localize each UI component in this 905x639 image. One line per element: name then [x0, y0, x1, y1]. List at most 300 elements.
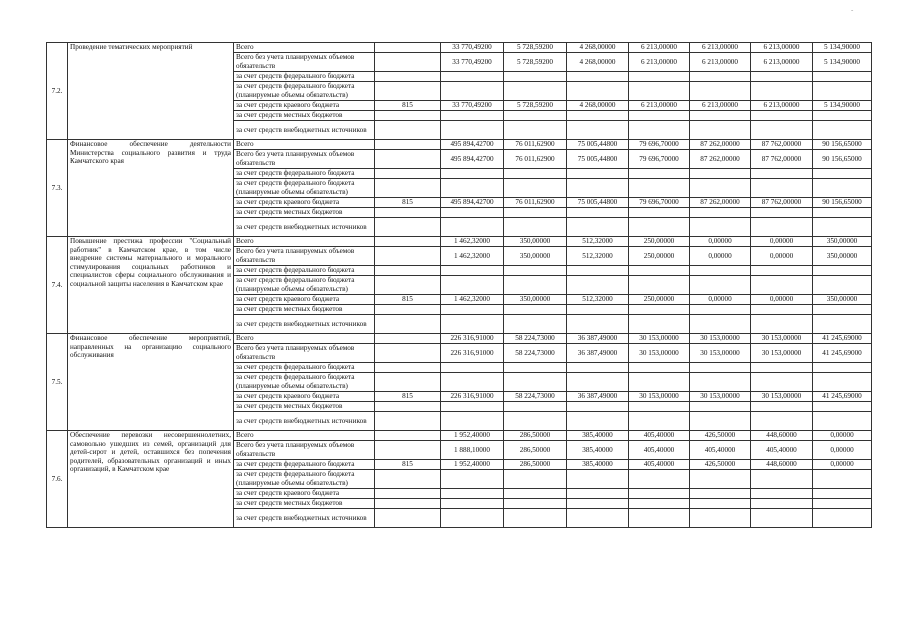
- funding-source: за счет средств местных бюджетов: [234, 208, 375, 218]
- budget-code: [375, 266, 441, 276]
- amount-cell: [690, 499, 751, 509]
- amount-cell: [629, 169, 690, 179]
- amount-cell: 6 213,00000: [629, 53, 690, 72]
- budget-code: [375, 247, 441, 266]
- amount-cell: [504, 218, 567, 237]
- amount-cell: 4 268,00000: [567, 101, 629, 111]
- amount-cell: [751, 218, 813, 237]
- amount-cell: 1 462,32000: [441, 237, 504, 247]
- amount-cell: 6 213,00000: [751, 53, 813, 72]
- section-title: Финансовое обеспечение мероприятий, направленных на организацию социального обслуживания: [68, 334, 234, 431]
- amount-cell: [441, 412, 504, 431]
- funding-source: за счет средств внебюджетных источников: [234, 218, 375, 237]
- funding-source: Всего: [234, 237, 375, 247]
- amount-cell: [629, 276, 690, 295]
- amount-cell: 30 153,00000: [629, 392, 690, 402]
- amount-cell: [813, 363, 872, 373]
- funding-source: Всего без учета планируемых объемов обязательств: [234, 247, 375, 266]
- amount-cell: [504, 363, 567, 373]
- amount-cell: 405,40000: [751, 441, 813, 460]
- amount-cell: [504, 499, 567, 509]
- amount-cell: [751, 305, 813, 315]
- amount-cell: [504, 509, 567, 528]
- amount-cell: [629, 402, 690, 412]
- amount-cell: [813, 470, 872, 489]
- amount-cell: 6 213,00000: [690, 53, 751, 72]
- funding-source: за счет средств федерального бюджета (планируемые объемы обязательств): [234, 179, 375, 198]
- amount-cell: 226 316,91000: [441, 392, 504, 402]
- amount-cell: [441, 305, 504, 315]
- amount-cell: [751, 412, 813, 431]
- amount-cell: [567, 305, 629, 315]
- amount-cell: [751, 266, 813, 276]
- amount-cell: [504, 402, 567, 412]
- amount-cell: [813, 509, 872, 528]
- amount-cell: [751, 402, 813, 412]
- amount-cell: [504, 489, 567, 499]
- amount-cell: [690, 412, 751, 431]
- amount-cell: 87 262,00000: [690, 198, 751, 208]
- funding-source: за счет средств краевого бюджета: [234, 101, 375, 111]
- amount-cell: [751, 121, 813, 140]
- amount-cell: [504, 412, 567, 431]
- table-body: [47, 43, 872, 528]
- amount-cell: [504, 276, 567, 295]
- funding-source: Всего без учета планируемых объемов обязательств: [234, 441, 375, 460]
- section-title: Повышение престижа профессии "Социальный работник" в Камчатском крае, в том числе внедрение системы материального и морального стимулирования социальных работников и специалистов сферы социального обслуживания и социальной защиты населения в Камчатском крае: [68, 237, 234, 334]
- amount-cell: [441, 111, 504, 121]
- amount-cell: [690, 363, 751, 373]
- amount-cell: 1 462,32000: [441, 247, 504, 266]
- amount-cell: [690, 72, 751, 82]
- funding-source: за счет средств федерального бюджета: [234, 363, 375, 373]
- section-title: Проведение тематических мероприятий: [68, 43, 234, 140]
- amount-cell: 33 770,49200: [441, 43, 504, 53]
- amount-cell: [751, 111, 813, 121]
- amount-cell: [690, 276, 751, 295]
- amount-cell: [567, 509, 629, 528]
- funding-source: за счет средств местных бюджетов: [234, 499, 375, 509]
- amount-cell: [629, 373, 690, 392]
- amount-cell: 76 011,62900: [504, 198, 567, 208]
- amount-cell: [441, 276, 504, 295]
- amount-cell: [751, 72, 813, 82]
- amount-cell: [441, 373, 504, 392]
- section-title: Финансовое обеспечение деятельности Министерства социального развития и труда Камчатского края: [68, 140, 234, 237]
- amount-cell: [629, 82, 690, 101]
- table-row: [47, 431, 872, 441]
- table-row: [47, 140, 872, 150]
- amount-cell: [690, 121, 751, 140]
- amount-cell: [751, 276, 813, 295]
- amount-cell: 286,50000: [504, 441, 567, 460]
- funding-source: Всего без учета планируемых объемов обязательств: [234, 53, 375, 72]
- amount-cell: 405,40000: [629, 460, 690, 470]
- amount-cell: [567, 412, 629, 431]
- amount-cell: [441, 363, 504, 373]
- amount-cell: [690, 489, 751, 499]
- section-number: 7.3.: [47, 140, 68, 237]
- amount-cell: [441, 179, 504, 198]
- budget-code: [375, 72, 441, 82]
- amount-cell: [629, 111, 690, 121]
- budget-code: 815: [375, 460, 441, 470]
- amount-cell: [690, 509, 751, 528]
- amount-cell: 30 153,00000: [629, 344, 690, 363]
- amount-cell: [629, 208, 690, 218]
- amount-cell: 426,50000: [690, 431, 751, 441]
- amount-cell: 5 728,59200: [504, 43, 567, 53]
- amount-cell: [567, 266, 629, 276]
- budget-code: [375, 111, 441, 121]
- amount-cell: 87 262,00000: [690, 140, 751, 150]
- amount-cell: 350,00000: [504, 237, 567, 247]
- budget-code: 815: [375, 392, 441, 402]
- amount-cell: 30 153,00000: [751, 344, 813, 363]
- amount-cell: 350,00000: [813, 295, 872, 305]
- budget-code: [375, 334, 441, 344]
- amount-cell: [813, 412, 872, 431]
- amount-cell: [629, 266, 690, 276]
- budget-code: [375, 344, 441, 363]
- budget-code: [375, 509, 441, 528]
- amount-cell: 90 156,65000: [813, 150, 872, 169]
- amount-cell: 36 387,49000: [567, 344, 629, 363]
- amount-cell: [751, 179, 813, 198]
- funding-source: Всего: [234, 334, 375, 344]
- funding-source: за счет средств краевого бюджета: [234, 295, 375, 305]
- amount-cell: [629, 305, 690, 315]
- amount-cell: [813, 111, 872, 121]
- amount-cell: [441, 82, 504, 101]
- amount-cell: 87 762,00000: [751, 150, 813, 169]
- amount-cell: 1 952,40000: [441, 431, 504, 441]
- funding-source: Всего: [234, 140, 375, 150]
- amount-cell: 36 387,49000: [567, 392, 629, 402]
- amount-cell: 41 245,69000: [813, 334, 872, 344]
- amount-cell: 6 213,00000: [751, 43, 813, 53]
- amount-cell: 30 153,00000: [751, 334, 813, 344]
- funding-source: за счет средств федерального бюджета: [234, 266, 375, 276]
- budget-code: [375, 499, 441, 509]
- amount-cell: 448,60000: [751, 460, 813, 470]
- amount-cell: 405,40000: [629, 441, 690, 460]
- amount-cell: 426,50000: [690, 460, 751, 470]
- amount-cell: [690, 218, 751, 237]
- amount-cell: [504, 470, 567, 489]
- amount-cell: 0,00000: [813, 441, 872, 460]
- amount-cell: 350,00000: [504, 247, 567, 266]
- amount-cell: [813, 169, 872, 179]
- amount-cell: [441, 121, 504, 140]
- budget-table: [46, 42, 872, 528]
- amount-cell: [813, 305, 872, 315]
- amount-cell: [813, 179, 872, 198]
- amount-cell: [567, 218, 629, 237]
- amount-cell: 5 134,90000: [813, 101, 872, 111]
- amount-cell: [567, 373, 629, 392]
- amount-cell: [504, 169, 567, 179]
- amount-cell: 5 134,90000: [813, 53, 872, 72]
- amount-cell: [629, 509, 690, 528]
- budget-code: [375, 441, 441, 460]
- budget-code: [375, 363, 441, 373]
- amount-cell: [751, 489, 813, 499]
- amount-cell: [690, 266, 751, 276]
- funding-source: Всего: [234, 431, 375, 441]
- section-number: 7.5.: [47, 334, 68, 431]
- amount-cell: 33 770,49200: [441, 53, 504, 72]
- amount-cell: [567, 489, 629, 499]
- section-number: 7.4.: [47, 237, 68, 334]
- amount-cell: 79 696,70000: [629, 198, 690, 208]
- amount-cell: [504, 315, 567, 334]
- amount-cell: 75 005,44800: [567, 198, 629, 208]
- amount-cell: [751, 169, 813, 179]
- budget-code: [375, 53, 441, 72]
- amount-cell: [813, 489, 872, 499]
- budget-code: [375, 315, 441, 334]
- amount-cell: [690, 305, 751, 315]
- amount-cell: 0,00000: [751, 247, 813, 266]
- amount-cell: 495 894,42700: [441, 140, 504, 150]
- budget-code: [375, 140, 441, 150]
- amount-cell: [567, 363, 629, 373]
- amount-cell: [441, 266, 504, 276]
- amount-cell: 41 245,69000: [813, 392, 872, 402]
- amount-cell: 75 005,44800: [567, 150, 629, 169]
- amount-cell: [567, 72, 629, 82]
- amount-cell: 512,32000: [567, 237, 629, 247]
- amount-cell: [567, 111, 629, 121]
- amount-cell: 30 153,00000: [629, 334, 690, 344]
- amount-cell: 76 011,62900: [504, 140, 567, 150]
- budget-code: [375, 489, 441, 499]
- amount-cell: [813, 82, 872, 101]
- amount-cell: 350,00000: [813, 237, 872, 247]
- amount-cell: [813, 373, 872, 392]
- budget-code: [375, 43, 441, 53]
- amount-cell: 0,00000: [813, 460, 872, 470]
- amount-cell: [751, 499, 813, 509]
- amount-cell: 0,00000: [813, 431, 872, 441]
- amount-cell: [567, 402, 629, 412]
- amount-cell: 90 156,65000: [813, 140, 872, 150]
- amount-cell: 79 696,70000: [629, 140, 690, 150]
- amount-cell: 87 262,00000: [690, 150, 751, 169]
- funding-source: за счет средств федерального бюджета (планируемые объемы обязательств): [234, 82, 375, 101]
- amount-cell: [751, 82, 813, 101]
- budget-code: [375, 402, 441, 412]
- amount-cell: [441, 169, 504, 179]
- funding-source: за счет средств федерального бюджета (планируемые объемы обязательств): [234, 276, 375, 295]
- amount-cell: 350,00000: [504, 295, 567, 305]
- amount-cell: 41 245,69000: [813, 344, 872, 363]
- amount-cell: [567, 82, 629, 101]
- amount-cell: [441, 315, 504, 334]
- funding-source: за счет средств внебюджетных источников: [234, 315, 375, 334]
- budget-code: 815: [375, 101, 441, 111]
- amount-cell: 495 894,42700: [441, 150, 504, 169]
- amount-cell: [690, 373, 751, 392]
- amount-cell: [441, 218, 504, 237]
- funding-source: за счет средств федерального бюджета: [234, 72, 375, 82]
- section-number: 7.2.: [47, 43, 68, 140]
- budget-code: [375, 169, 441, 179]
- budget-code: [375, 373, 441, 392]
- amount-cell: 87 762,00000: [751, 198, 813, 208]
- amount-cell: 0,00000: [690, 237, 751, 247]
- amount-cell: 226 316,91000: [441, 334, 504, 344]
- amount-cell: 6 213,00000: [690, 101, 751, 111]
- amount-cell: [441, 509, 504, 528]
- budget-code: [375, 470, 441, 489]
- amount-cell: 5 728,59200: [504, 53, 567, 72]
- budget-code: [375, 237, 441, 247]
- corner-mark: -: [851, 6, 854, 14]
- amount-cell: [567, 179, 629, 198]
- amount-cell: [441, 208, 504, 218]
- funding-source: за счет средств федерального бюджета: [234, 460, 375, 470]
- amount-cell: [690, 208, 751, 218]
- amount-cell: 0,00000: [690, 295, 751, 305]
- amount-cell: 76 011,62900: [504, 150, 567, 169]
- amount-cell: 250,00000: [629, 247, 690, 266]
- amount-cell: [813, 276, 872, 295]
- amount-cell: [629, 489, 690, 499]
- funding-source: Всего: [234, 43, 375, 53]
- amount-cell: [504, 72, 567, 82]
- amount-cell: [813, 402, 872, 412]
- amount-cell: 0,00000: [690, 247, 751, 266]
- budget-code: [375, 82, 441, 101]
- amount-cell: 4 268,00000: [567, 53, 629, 72]
- amount-cell: [690, 179, 751, 198]
- amount-cell: [629, 315, 690, 334]
- table-row: [47, 43, 872, 53]
- amount-cell: [751, 373, 813, 392]
- amount-cell: [504, 82, 567, 101]
- budget-code: [375, 431, 441, 441]
- amount-cell: [441, 72, 504, 82]
- budget-code: 815: [375, 295, 441, 305]
- amount-cell: 90 156,65000: [813, 198, 872, 208]
- amount-cell: 6 213,00000: [629, 101, 690, 111]
- amount-cell: [629, 363, 690, 373]
- amount-cell: 30 153,00000: [690, 344, 751, 363]
- amount-cell: [567, 499, 629, 509]
- amount-cell: [629, 121, 690, 140]
- funding-source: за счет средств краевого бюджета: [234, 198, 375, 208]
- amount-cell: 405,40000: [629, 431, 690, 441]
- amount-cell: 1 462,32000: [441, 295, 504, 305]
- amount-cell: 87 762,00000: [751, 140, 813, 150]
- amount-cell: [629, 499, 690, 509]
- amount-cell: [751, 470, 813, 489]
- amount-cell: [567, 315, 629, 334]
- amount-cell: [751, 315, 813, 334]
- section-title: Обеспечение перевозки несовершеннолетних, самовольно ушедших из семей, организаций для детей-сирот и детей, оставшихся без попечения родителей, образовательных организаций и иных организаций, в Камчатском крае: [68, 431, 234, 528]
- amount-cell: 512,32000: [567, 247, 629, 266]
- table-row: [47, 334, 872, 344]
- amount-cell: [441, 489, 504, 499]
- funding-source: за счет средств внебюджетных источников: [234, 509, 375, 528]
- amount-cell: 448,60000: [751, 431, 813, 441]
- amount-cell: [567, 121, 629, 140]
- funding-source: за счет средств краевого бюджета: [234, 392, 375, 402]
- amount-cell: [690, 402, 751, 412]
- amount-cell: 405,40000: [690, 441, 751, 460]
- amount-cell: 385,40000: [567, 431, 629, 441]
- budget-code: [375, 218, 441, 237]
- amount-cell: [813, 218, 872, 237]
- amount-cell: [504, 266, 567, 276]
- amount-cell: [813, 72, 872, 82]
- budget-code: [375, 305, 441, 315]
- amount-cell: 250,00000: [629, 295, 690, 305]
- amount-cell: [504, 111, 567, 121]
- amount-cell: 0,00000: [751, 237, 813, 247]
- amount-cell: 6 213,00000: [690, 43, 751, 53]
- amount-cell: [504, 305, 567, 315]
- budget-code: [375, 412, 441, 431]
- amount-cell: [813, 121, 872, 140]
- budget-code: [375, 179, 441, 198]
- amount-cell: [504, 208, 567, 218]
- funding-source: за счет средств внебюджетных источников: [234, 412, 375, 431]
- funding-source: за счет средств местных бюджетов: [234, 111, 375, 121]
- funding-source: за счет средств внебюджетных источников: [234, 121, 375, 140]
- amount-cell: [629, 179, 690, 198]
- amount-cell: [690, 470, 751, 489]
- amount-cell: 58 224,73000: [504, 344, 567, 363]
- amount-cell: 350,00000: [813, 247, 872, 266]
- budget-code: [375, 276, 441, 295]
- amount-cell: 286,50000: [504, 431, 567, 441]
- amount-cell: [567, 470, 629, 489]
- amount-cell: 36 387,49000: [567, 334, 629, 344]
- amount-cell: [690, 315, 751, 334]
- amount-cell: [441, 402, 504, 412]
- amount-cell: [751, 509, 813, 528]
- amount-cell: [441, 470, 504, 489]
- funding-source: Всего без учета планируемых объемов обязательств: [234, 150, 375, 169]
- amount-cell: [813, 499, 872, 509]
- amount-cell: 58 224,73000: [504, 392, 567, 402]
- amount-cell: [751, 208, 813, 218]
- amount-cell: [690, 82, 751, 101]
- amount-cell: 1 888,10000: [441, 441, 504, 460]
- amount-cell: 5 134,90000: [813, 43, 872, 53]
- amount-cell: 30 153,00000: [690, 334, 751, 344]
- amount-cell: 385,40000: [567, 441, 629, 460]
- amount-cell: [690, 111, 751, 121]
- amount-cell: 33 770,49200: [441, 101, 504, 111]
- amount-cell: 5 728,59200: [504, 101, 567, 111]
- amount-cell: [504, 121, 567, 140]
- budget-code: [375, 150, 441, 169]
- amount-cell: 286,50000: [504, 460, 567, 470]
- amount-cell: [567, 169, 629, 179]
- amount-cell: 512,32000: [567, 295, 629, 305]
- funding-source: за счет средств местных бюджетов: [234, 305, 375, 315]
- amount-cell: 30 153,00000: [690, 392, 751, 402]
- amount-cell: [629, 412, 690, 431]
- funding-source: за счет средств федерального бюджета (планируемые объемы обязательств): [234, 470, 375, 489]
- funding-source: за счет средств местных бюджетов: [234, 402, 375, 412]
- funding-source: за счет средств федерального бюджета (планируемые объемы обязательств): [234, 373, 375, 392]
- amount-cell: [751, 363, 813, 373]
